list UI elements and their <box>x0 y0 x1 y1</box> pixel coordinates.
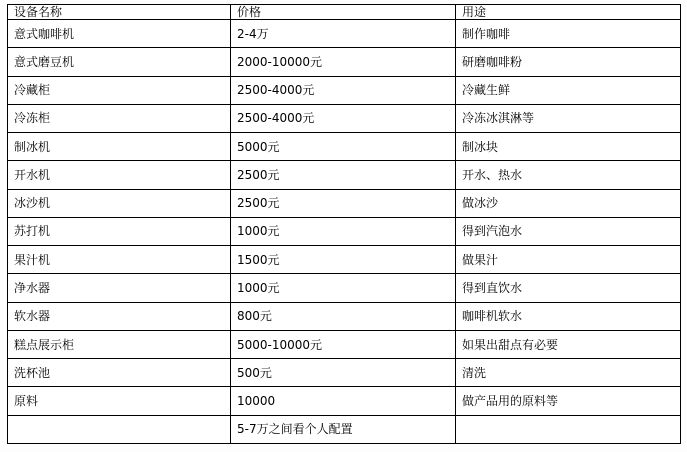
table-row <box>8 217 681 245</box>
table-row <box>8 387 681 415</box>
table-cell: 清洗 <box>456 359 681 387</box>
table-cell: 2500元 <box>231 161 456 189</box>
table-cell: 1000元 <box>231 274 456 302</box>
table-cell <box>8 415 231 443</box>
table-row <box>8 274 681 302</box>
table-cell: 做产品用的原料等 <box>456 387 681 415</box>
table-row <box>8 104 681 132</box>
table-cell: 冰沙机 <box>8 189 231 217</box>
table-cell: 开水、热水 <box>456 161 681 189</box>
table-cell: 1500元 <box>231 246 456 274</box>
table-cell: 果汁机 <box>8 246 231 274</box>
table-row <box>8 302 681 330</box>
table-cell: 2500-4000元 <box>231 76 456 104</box>
header-row <box>8 5 681 20</box>
table-row <box>8 246 681 274</box>
table-row <box>8 415 681 443</box>
table-header <box>8 5 681 20</box>
header-cell-price: 价格 <box>231 5 456 20</box>
table-cell: 得到汽泡水 <box>456 217 681 245</box>
table-cell: 开水机 <box>8 161 231 189</box>
table-row <box>8 76 681 104</box>
table-cell: 2500-4000元 <box>231 104 456 132</box>
table-cell: 1000元 <box>231 217 456 245</box>
table-cell: 500元 <box>231 359 456 387</box>
table-cell: 洗杯池 <box>8 359 231 387</box>
table-row <box>8 359 681 387</box>
table-cell: 意式咖啡机 <box>8 20 231 48</box>
table-cell: 5000-10000元 <box>231 330 456 358</box>
table-cell: 5000元 <box>231 133 456 161</box>
table-cell: 咖啡机软水 <box>456 302 681 330</box>
table-cell: 原料 <box>8 387 231 415</box>
table-cell: 苏打机 <box>8 217 231 245</box>
table-cell: 做果汁 <box>456 246 681 274</box>
table-row <box>8 48 681 76</box>
table-cell: 冷藏柜 <box>8 76 231 104</box>
table-cell: 冷冻柜 <box>8 104 231 132</box>
header-cell-device-name: 设备名称 <box>8 5 231 20</box>
table-cell: 净水器 <box>8 274 231 302</box>
table-cell: 2500元 <box>231 189 456 217</box>
table-cell: 冷藏生鲜 <box>456 76 681 104</box>
table-cell: 800元 <box>231 302 456 330</box>
table-row <box>8 161 681 189</box>
table-cell: 5-7万之间看个人配置 <box>231 415 456 443</box>
table-row <box>8 20 681 48</box>
table-body <box>8 20 681 444</box>
table-cell: 研磨咖啡粉 <box>456 48 681 76</box>
table-cell: 2000-10000元 <box>231 48 456 76</box>
table-cell: 2-4万 <box>231 20 456 48</box>
table-cell: 冷冻冰淇淋等 <box>456 104 681 132</box>
table-cell: 如果出甜点有必要 <box>456 330 681 358</box>
table-cell: 做冰沙 <box>456 189 681 217</box>
table-row <box>8 330 681 358</box>
table-row <box>8 133 681 161</box>
table-cell: 制作咖啡 <box>456 20 681 48</box>
table-cell: 制冰机 <box>8 133 231 161</box>
table-cell: 意式磨豆机 <box>8 48 231 76</box>
table-cell: 制冰块 <box>456 133 681 161</box>
table-cell: 糕点展示柜 <box>8 330 231 358</box>
table-cell: 软水器 <box>8 302 231 330</box>
equipment-table <box>7 4 681 444</box>
table-row <box>8 189 681 217</box>
table-cell: 10000 <box>231 387 456 415</box>
header-cell-purpose: 用途 <box>456 5 681 20</box>
table-cell: 得到直饮水 <box>456 274 681 302</box>
table-cell <box>456 415 681 443</box>
